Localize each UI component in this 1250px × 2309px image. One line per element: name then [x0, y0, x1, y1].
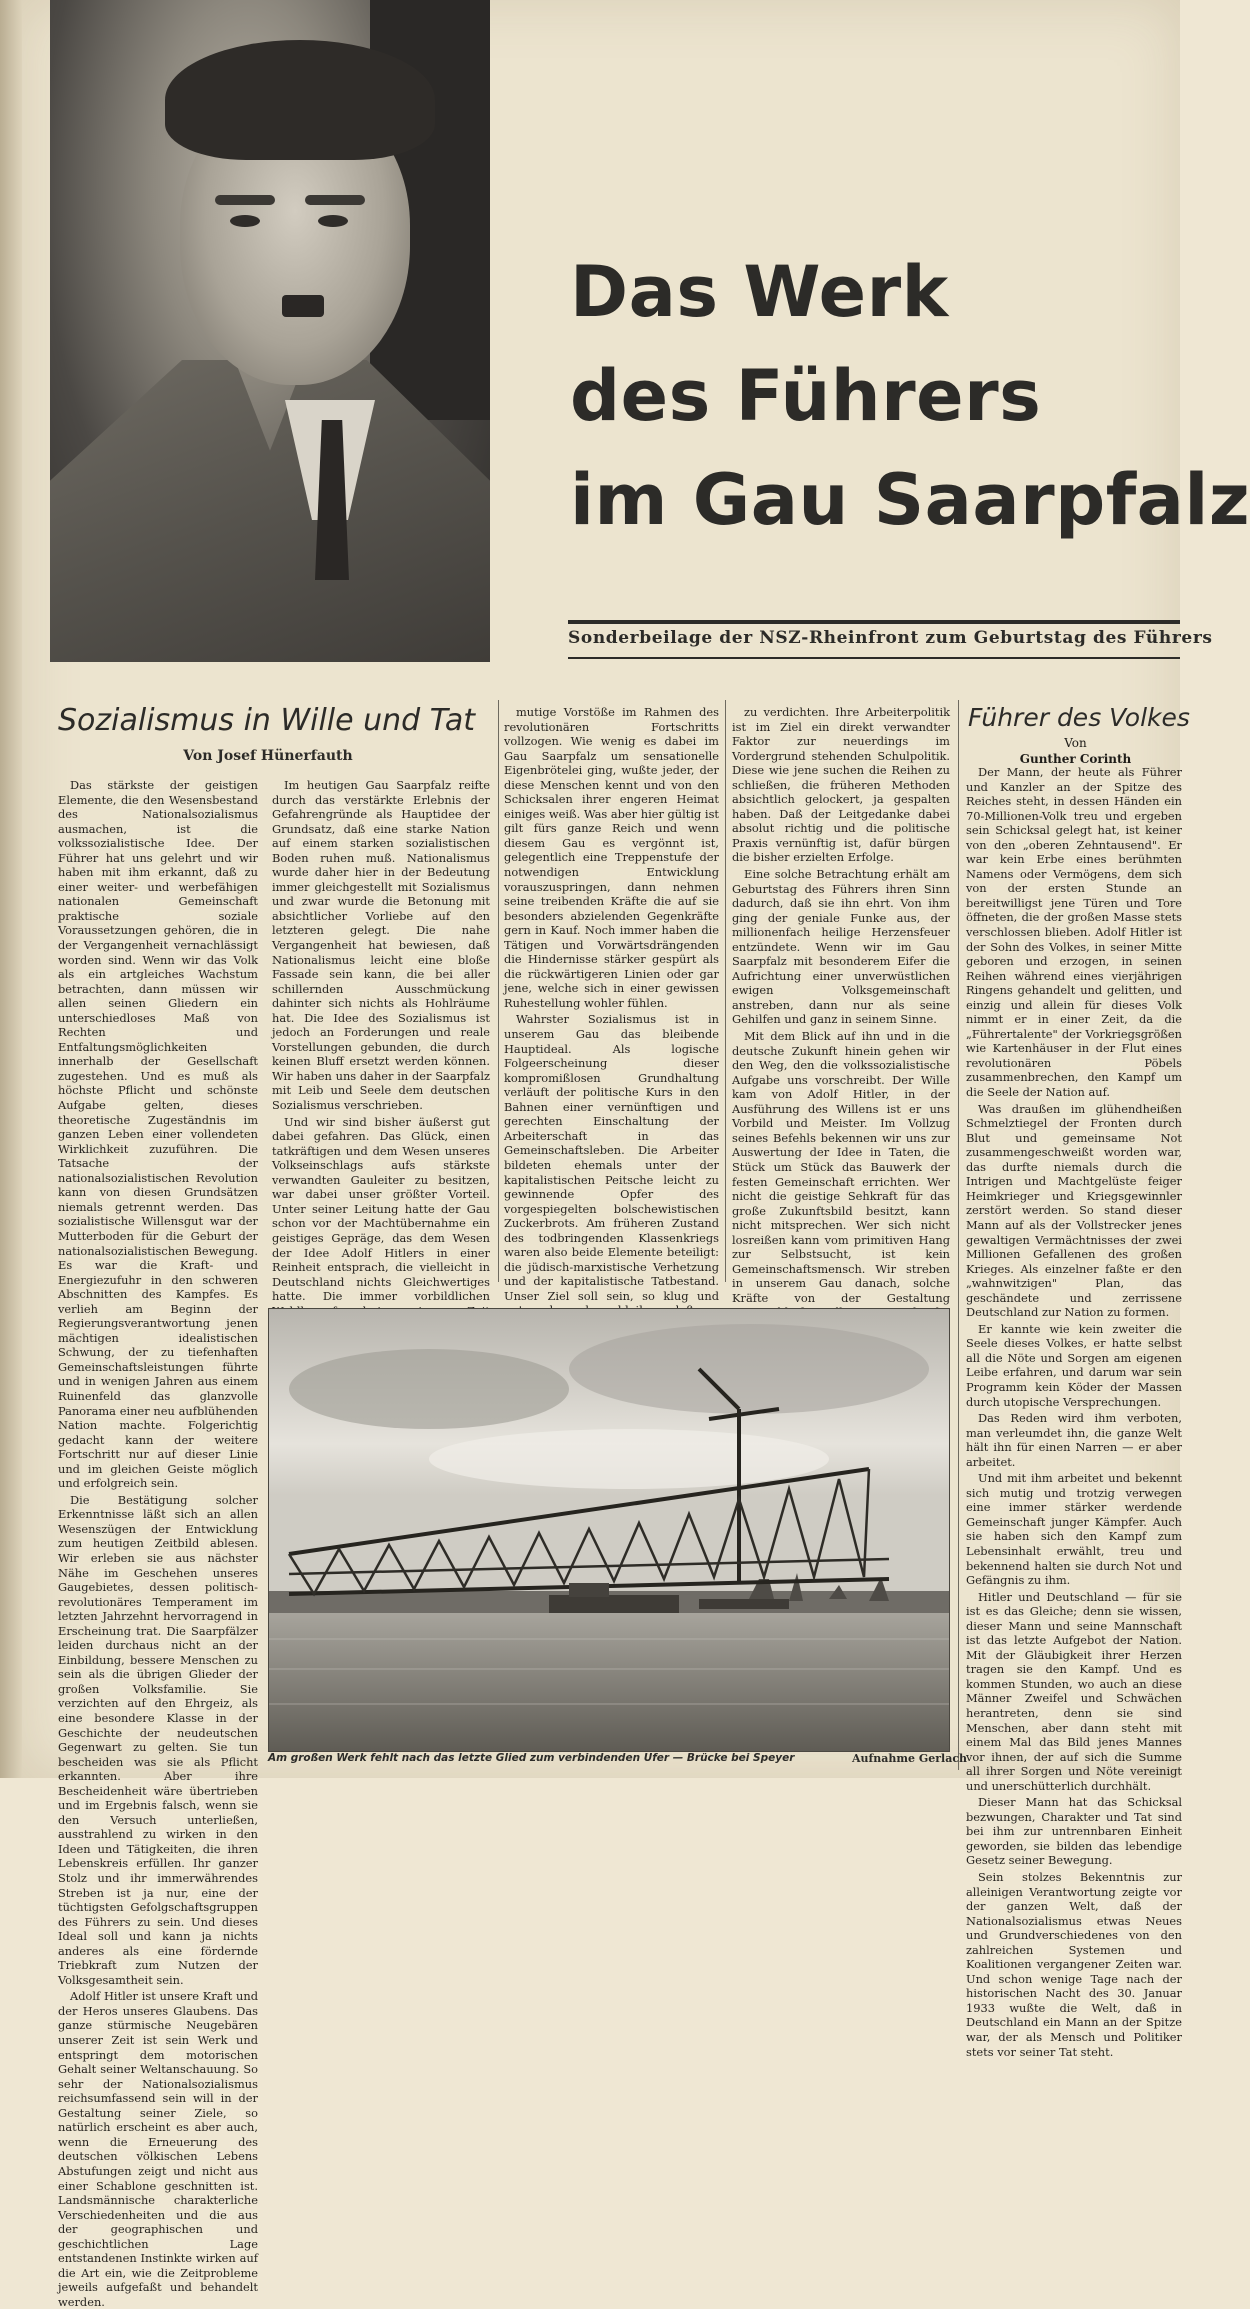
paragraph: Der Mann, der heute als Führer und Kanzler an der Spitze des Reiches steht, in dessen Händen ein 70-Millionen-Volk treu und ergeben sein Schicksal gelegt hat, ist keiner von den „oberen Zehntausend". Er war kein Erbe eines berühmten Namens oder Vermögens, dem sich von der ersten Stunde an bereitwilligst jene Türen und Tore öffneten, die der großen Masse stets verschlossen blieben. Adolf Hitler ist der Sohn des Volkes, in seiner Mitte geboren und erzogen, in seinen Reihen während eines vierjährigen Ringens gehandelt und gelitten, und einzig und allein für dieses Volk nimmt er in einer Zeit, da die „Führertalente" der Vorkriegsgrößen wie Kartenhäuser in der Flut eines revolutionären Pöbels zusammenbrechen, den Kampf um die Seele der Nation auf. [966, 765, 1182, 1100]
article-column-3 [504, 705, 719, 1303]
column-divider [725, 700, 726, 1282]
paragraph: Sein stolzes Bekenntnis zur alleinigen Verantwortung zeigte vor der ganzen Welt, daß der Nationalsozialismus etwas Neues und Grundverschiedenes von den zahlreichen Systemen und Koalitionen vergangener Zeiten war. Und schon wenige Tage nach der historischen Nacht des 30. Januar 1933 wußte die Welt, daß in Deutschland ein Mann an der Spitze war, der als Mensch und Politiker stets vor seiner Tat steht. [966, 1870, 1182, 2059]
bridge-illustration [269, 1309, 949, 1751]
paragraph: Das stärkste der geistigen Elemente, die den Wesensbestand des Nationalsozialismus ausmachen, ist die volkssozialistische Idee. Der Führer hat uns gelehrt und wir haben mit ihm erkannt, daß zu einer weiter- und werbefähigen nationalen Gemeinschaft praktische soziale Voraussetzungen gehören, die in der Vergangenheit vernachlässigt worden sind. Wenn wir das Volk als ein artgleiches Wachstum betrachten, dann müssen wir allen seinen Gliedern ein unterschiedloses Maß von Rechten und Entfaltungsmöglichkeiten innerhalb der Gesellschaft zugestehen. Und es muß als höchste Pflicht und schönste Aufgabe gelten, dieses theoretische Zugeständnis im ganzen Leben einer vollendeten Wirklichkeit zuzuführen. Die Tatsache der nationalsozialistischen Revolution kann von diesen Grundsätzen niemals getrennt werden. Das sozialistische Willensgut war der Mutterboden für die Geburt der nationalsozialistischen Bewegung. Es war die Kraft- und Energiezufuhr in den schweren Abschnitten des Kampfes. Es verlieh am Beginn der Regierungsverantwortung jenen mächtigen idealistischen Schwung, der zu tiefenhaften Gemeinschaftsleistungen führte und in wenigen Jahren aus einem Ruinenfeld das glanzvolle Panorama einer neu aufblühenden Nation machte. Folgerichtig gedacht kann der weitere Fortschritt nur auf dieser Linie und im gleichen Geiste möglich und erfolgreich sein. [58, 778, 258, 1491]
article-title: Sozialismus in Wille und Tat [58, 703, 476, 738]
paragraph: Eine solche Betrachtung erhält am Geburtstag des Führers ihren Sinn dadurch, daß sie ihn ehrt. Von ihm ging der geniale Funke aus, der millionenfach heilige Herzensfeuer entzündete. Wenn wir im Gau Saarpfalz mit besonderem Eifer die Aufrichtung einer unverwüstlichen ewigen Volksgemeinschaft anstreben, dann nur als seine Gehilfen und ganz in seinem Sinne. [732, 867, 950, 1027]
portrait-photo [50, 0, 490, 662]
paragraph: Dieser Mann hat das Schicksal bezwungen, Charakter und Tat sind bei ihm zur untrennbaren Einheit geworden, sie bilden das lebendige Gesetz seiner Bewegung. [966, 1795, 1182, 1868]
page-edge [0, 0, 22, 1778]
article-column-1 [58, 778, 258, 2309]
article-author: Von Josef Hünerfauth [183, 748, 353, 764]
column-divider [958, 700, 959, 1770]
subheadline: Sonderbeilage der NSZ-Rheinfront zum Geburtstag des Führers [568, 628, 1213, 648]
paragraph: Wahrster Sozialismus ist in unserem Gau das bleibende Hauptideal. Als logische Folgeerscheinung dieser kompromißlosen Grundhaltung verläuft der politische Kurs in den Bahnen einer vernünftigen und gerechten Einschaltung der Arbeiterschaft in das Gemeinschaftsleben. Die Arbeiter bildeten ehemals unter der kapitalistischen Peitsche leicht zu gewinnende Opfer des vorgespiegelten bolschewistischen Zuckerbrots. Am früheren Zustand des todbringenden Klassenkriegs waren also beide Elemente beteiligt: die jüdisch-marxistische Verhetzung und der kapitalistische Tatbestand. Unser Ziel soll sein, so klug und [504, 1012, 719, 1303]
paragraph: Adolf Hitler ist unsere Kraft und der Heros unseres Glaubens. Das ganze stürmische Neugebären unserer Zeit ist sein Werk und entspringt dem motorischen Gehalt seiner Weltanschauung. So sehr der Nationalsozialismus reichsumfassend sein will in der Gestaltung seiner Ziele, so natürlich erscheint es aber auch, wenn die Erneuerung des deutschen völkischen Lebens Abstufungen zeigt und nicht aus einer Schablone geschnitten ist. Landsmännische charakterliche Verschiedenheiten und die aus der geographischen und geschichtlichen Lage entstandenen Instinkte wirken auf die Art ein, wie die Zeitprobleme jeweils aufgefaßt und behandelt werden. [58, 1989, 258, 2309]
paragraph: zu verdichten. Ihre Arbeiterpolitik ist im Ziel ein direkt verwandter Faktor zur neuerdings im Vordergrund stehenden Schulpolitik. Diese wie jene suchen die Reihen zu schließen, die früheren Methoden absichtlich gelockert, ja gespalten haben. Daß der Leitgedanke dabei absolut richtig und die politische Praxis vernünftig ist, dafür bürgen die bisher erzielten Erfolge. [732, 705, 950, 865]
paragraph: Und mit ihm arbeitet und bekennt sich mutig und trotzig verwegen eine immer stärker werdende Gemeinschaft junger Kämpfer. Auch sie haben sich den Kampf zum Lebensinhalt erwählt, treu und bekennend halten sie durch Not und Gefängnis zu ihm. [966, 1471, 1182, 1588]
paragraph: Das Reden wird ihm verboten, man verleumdet ihn, die ganze Welt hält ihn für einen Narren — er aber arbeitet. [966, 1411, 1182, 1469]
headline-rule-top [568, 620, 1180, 624]
photo-credit: Aufnahme Gerlach [852, 1752, 968, 1765]
paragraph: Mit dem Blick auf ihn und in die deutsche Zukunft hinein gehen wir den Weg, den die volkssozialistische Aufgabe uns vorschreibt. Der Wille kam von Adolf Hitler, in der Ausführung des Willens ist er uns Vorbild und Meister. Im Vollzug seines Befehls bekennen wir uns zur Auswertung der Idee in Taten, die Stück um Stück das Bauwerk der festen Gemeinschaft errichten. Wer nicht die geistige Sehkraft für das große Zukunftsbild besitzt, kann nicht mitsprechen. Wer sich nicht losreißen kann vom primitiven Hang zur Selbstsucht, ist kein Gemeinschaftsmensch. Wir streben in unserem Gau danach, solche Kräfte von der Gestaltung [732, 1029, 950, 1305]
paragraph: mutige Vorstöße im Rahmen des revolutionären Fortschritts vollzogen. Wie wenig es dabei im Gau Saarpfalz um sensationelle Eigenbrötelei ging, wußte jeder, der diese Menschen kennt und von den Schicksalen ihrer engeren Heimat einiges weiß. Was aber hier gültig ist gilt fürs ganze Reich und wenn diesem Gau es vergönnt ist, gelegentlich eine Treppenstufe der notwendigen Entwicklung vorauszuspringen, dann nehmen seine treibenden Kräfte die auf sie besonders abzielenden Gegenkräfte gern in Kauf. Noch immer haben die Tätigen und Vorwärtsdrängenden die Hindernisse stärker gespürt als die rückwärtigeren Linien oder gar jene, welche sich in einer gewissen Ruhestellung wohler fühlen. [504, 705, 719, 1010]
paragraph: Er kannte wie kein zweiter die Seele dieses Volkes, er hatte selbst all die Nöte und Sorgen am eigenen Leibe erfahren, und darum war sein Programm kein Köder der Massen durch utopische Versprechungen. [966, 1321, 1182, 1409]
headline-line-3: im Gau Saarpfalz [570, 459, 1250, 541]
paragraph: Was draußen im glühendheißen Schmelztiegel der Fronten durch Blut und gemeinsame Not zusammengeschweißt worden war, das durfte niemals durch die Intrigen und Machtgelüste feiger Heimkrieger und Kriegsgewinnler zerstört werden. So stand dieser Mann auf als der Vollstrecker jenes gewaltigen Vermächtnisses der zwei Millionen Gefallenen des großen Krieges. Als einzelner faßte er den „wahnwitzigen" Plan, das geschändete und zerrissene Deutschland zur Nation zu formen. [966, 1101, 1182, 1320]
headline [570, 240, 1250, 552]
article-2-von: Von [1064, 736, 1087, 750]
headline-line-2: des Führers [570, 355, 1042, 437]
article-2-column [966, 765, 1182, 2059]
bridge-photo [268, 1308, 950, 1752]
article-2-title: Führer des Volkes [968, 703, 1190, 732]
paragraph: Hitler und Deutschland — für sie ist es das Gleiche; denn sie wissen, dieser Mann und seine Mannschaft ist das letzte Aufgebot der Nation. Mit der Gläubigkeit ihrer Herzen tragen sie den Kampf. Und es kommen Stunden, wo auch an diese Männer Zweifel und Schwächen herantreten, denn sie sind Menschen, aber dann steht mit einem Mal das Bild jenes Mannes vor ihnen, der auf sich die Summe all ihrer Sorgen und Nöte vereinigt und unerschütterlich durchhält. [966, 1589, 1182, 1793]
photo-caption: Am großen Werk fehlt nach das letzte Glied zum verbindenden Ufer — Brücke bei Speyer [268, 1752, 795, 1764]
column-divider [498, 700, 499, 1282]
article-2-author: Gunther Corinth [1019, 752, 1132, 766]
paragraph: Im heutigen Gau Saarpfalz reifte durch das verstärkte Erlebnis der Gefahrengründe als Hauptidee der Grundsatz, daß eine starke Nation auf einem starken sozialistischen Boden ruhen muß. Nationalismus wurde daher hier in der Bedeutung immer gleichgestellt mit Sozialismus und zwar wurde die Betonung mit absichtlicher Vorliebe auf den letzteren gelegt. Die nahe Vergangenheit hat bewiesen, daß Nationalismus leicht eine bloße Fassade sein kann, die bei aller schillernden Ausschmückung dahinter sich nichts als Hohlräume hat. Die Idee des Sozialismus ist jedoch an Forderungen und reale Vorstellungen gebunden, die durch keinen Bluff ersetzt werden können. Wir haben uns daher in der Saarpfalz mit Leib und Seele dem deutschen Sozialismus verschrieben. [272, 778, 490, 1113]
article-column-4 [732, 705, 950, 1305]
newspaper-page [22, 0, 1250, 2309]
headline-rule-bottom [568, 657, 1180, 659]
paragraph: Die Bestätigung solcher Erkenntnisse läßt sich an allen Wesenszügen der Entwicklung zum heutigen Zeitbild ablesen. Wir erleben sie aus nächster Nähe im Geschehen unseres Gaugebietes, dessen politisch-revolutionäres Temperament im letzten Jahrzehnt hervorragend in Erscheinung trat. Die Saarpfälzer leiden durchaus nicht an der Einbildung, bessere Menschen zu sein als die übrigen Glieder der großen Volksfamilie. Sie verzichten auf den Ehrgeiz, als eine besondere Klasse in der Geschichte der neudeutschen Gegenwart zu gelten. Sie tun bescheiden was sie als Pflicht erkannten. Aber ihre Bescheidenheit wäre übertrieben und im Ergebnis falsch, wenn sie den Versuch unterließen, ausstrahlend zu wirken in den Ideen und Tätigkeiten, die ihren Lebenskreis erfüllen. Ihr ganzer Stolz und ihr immerwährendes Streben ist ja nur, eine der tüchtigsten Gefolgschaftsgruppen des Führers zu sein. Und dieses Ideal soll und kann ja nichts anderes als eine fördernde Triebkraft zum Nutzen der Volksgesamtheit sein. [58, 1492, 258, 1987]
article-column-2 [272, 778, 490, 1304]
paragraph: Und wir sind bisher äußerst gut dabei gefahren. Das Glück, einen tatkräftigen und dem Wesen unseres Volkseinschlags aufs stärkste verwandten Gauleiter zu besitzen, war dabei unser größter Vorteil. Unter seiner Leitung hatte der Gau schon vor der Machtübernahme ein geistiges Gepräge, das dem Wesen der Idee Adolf Hitlers in einer Reinheit entsprach, die vielleicht in Deutschland nichts Gleichwertiges hatte. Die immer vorbildlichen [272, 1114, 490, 1304]
headline-line-1: Das Werk [570, 251, 949, 333]
